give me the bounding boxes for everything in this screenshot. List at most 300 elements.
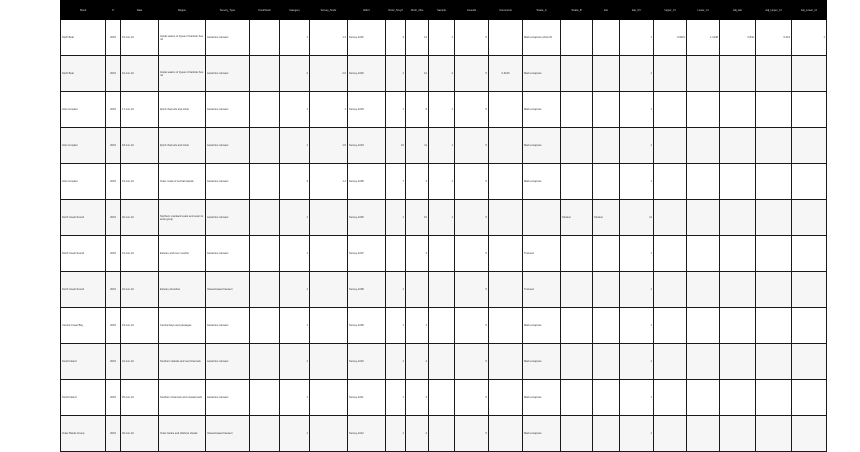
table-cell[interactable] [654, 200, 687, 236]
table-cell[interactable] [792, 344, 827, 380]
table-cell[interactable]: 1 [280, 380, 310, 416]
table-cell[interactable]: 1 [620, 128, 654, 164]
table-cell[interactable]: Survey-1011 [348, 380, 386, 416]
table-cell[interactable]: 12 [406, 56, 429, 92]
table-cell[interactable] [250, 416, 280, 452]
table-cell[interactable]: Mark-recapture [523, 380, 561, 416]
table-cell[interactable]: Aerial line transect [206, 92, 250, 128]
table-cell[interactable]: 1 [386, 308, 406, 344]
table-cell[interactable] [593, 164, 620, 200]
table-cell[interactable] [250, 272, 280, 308]
table-cell[interactable] [489, 236, 523, 272]
column-header[interactable]: Strata_A [523, 1, 561, 20]
column-header[interactable]: Adj_Upper_CI [756, 1, 792, 20]
table-cell[interactable]: Stratum [593, 200, 620, 236]
table-row[interactable] [61, 164, 827, 200]
table-cell[interactable]: 4 [406, 380, 429, 416]
table-row[interactable] [61, 92, 827, 128]
table-cell[interactable]: Survey-1007 [348, 236, 386, 272]
table-cell[interactable] [310, 308, 348, 344]
table-row[interactable] [61, 344, 827, 380]
table-cell[interactable] [489, 20, 523, 56]
table-cell[interactable] [429, 380, 455, 416]
table-cell[interactable]: 4 [406, 164, 429, 200]
table-cell[interactable]: Spirit Bear [61, 20, 106, 56]
table-cell[interactable]: 5 [455, 380, 489, 416]
table-cell[interactable]: 1 [620, 380, 654, 416]
table-cell[interactable]: South Island [61, 380, 106, 416]
table-cell[interactable] [250, 56, 280, 92]
table-cell[interactable]: Survey-1009 [348, 308, 386, 344]
table-cell[interactable] [654, 272, 687, 308]
table-cell[interactable] [310, 200, 348, 236]
table-cell[interactable]: 2019 [106, 200, 121, 236]
table-cell[interactable] [756, 380, 792, 416]
table-cell[interactable] [720, 92, 756, 128]
table-cell[interactable] [489, 380, 523, 416]
table-cell[interactable]: 16-Jun-19 [121, 56, 159, 92]
table-cell[interactable] [687, 272, 720, 308]
table-cell[interactable]: Estuary shoreline [159, 272, 206, 308]
table-cell[interactable]: Survey-1003 [348, 92, 386, 128]
table-cell[interactable] [720, 416, 756, 452]
table-cell[interactable] [720, 236, 756, 272]
table-cell[interactable]: 1 [386, 56, 406, 92]
table-cell[interactable]: Inside waters of Queen Charlotte Sound [159, 20, 206, 56]
table-cell[interactable]: 1 [386, 380, 406, 416]
table-cell[interactable]: 2019 [106, 128, 121, 164]
table-cell[interactable]: 1 [386, 200, 406, 236]
table-cell[interactable] [720, 56, 756, 92]
table-cell[interactable] [720, 344, 756, 380]
table-row[interactable] [61, 20, 827, 56]
table-cell[interactable]: Aerial line transect [206, 200, 250, 236]
table-cell[interactable]: Survey-1008 [348, 272, 386, 308]
table-cell[interactable]: 15-Jun-19 [121, 20, 159, 56]
table-cell[interactable] [489, 128, 523, 164]
table-cell[interactable] [720, 128, 756, 164]
table-cell[interactable] [429, 416, 455, 452]
table-cell[interactable] [593, 272, 620, 308]
column-header[interactable]: Sample [429, 1, 455, 20]
column-header[interactable]: Adj_Est [720, 1, 756, 20]
table-cell[interactable]: Mark-recapture [523, 416, 561, 452]
table-cell[interactable]: 10 [406, 200, 429, 236]
table-cell[interactable] [429, 344, 455, 380]
table-cell[interactable]: 1.5 [310, 128, 348, 164]
table-row[interactable] [61, 416, 827, 452]
table-cell[interactable] [489, 416, 523, 452]
column-header[interactable]: Survey_Nmbr [310, 1, 348, 20]
table-cell[interactable]: 1.4 [310, 164, 348, 200]
table-cell[interactable] [687, 164, 720, 200]
table-cell[interactable]: 1 [280, 308, 310, 344]
table-cell[interactable]: 0.842 [720, 20, 756, 56]
table-cell[interactable]: Aerial line transect [206, 164, 250, 200]
table-cell[interactable] [250, 236, 280, 272]
table-cell[interactable]: 1 [280, 272, 310, 308]
table-cell[interactable] [593, 128, 620, 164]
table-cell[interactable] [561, 128, 593, 164]
column-header[interactable]: Contributor [250, 1, 280, 20]
table-cell[interactable] [429, 236, 455, 272]
table-cell[interactable]: Aerial line transect [206, 380, 250, 416]
table-cell[interactable] [250, 128, 280, 164]
table-cell[interactable] [654, 164, 687, 200]
table-cell[interactable] [250, 164, 280, 200]
table-row[interactable] [61, 272, 827, 308]
table-cell[interactable] [687, 308, 720, 344]
column-header[interactable]: Juvenile [455, 1, 489, 20]
table-cell[interactable]: 14 [406, 20, 429, 56]
table-cell[interactable]: 26-Jun-19 [121, 416, 159, 452]
table-cell[interactable] [561, 56, 593, 92]
table-cell[interactable] [310, 236, 348, 272]
table-row[interactable] [61, 380, 827, 416]
table-cell[interactable]: 1 [280, 200, 310, 236]
table-cell[interactable]: 2019 [106, 416, 121, 452]
table-cell[interactable] [792, 272, 827, 308]
table-cell[interactable]: 1 [406, 308, 429, 344]
table-row[interactable] [61, 128, 827, 164]
table-cell[interactable]: 1 [620, 236, 654, 272]
table-cell[interactable]: 2 [429, 56, 455, 92]
table-cell[interactable]: 5 [455, 236, 489, 272]
table-cell[interactable] [687, 380, 720, 416]
table-cell[interactable] [687, 92, 720, 128]
table-cell[interactable] [489, 164, 523, 200]
table-cell[interactable] [561, 308, 593, 344]
table-cell[interactable] [756, 164, 792, 200]
column-header[interactable]: Stock [61, 1, 106, 20]
table-cell[interactable] [593, 20, 620, 56]
table-cell[interactable]: Northern mainland coast and outer islands group [159, 200, 206, 236]
table-cell[interactable] [593, 236, 620, 272]
table-cell[interactable]: Fjord channels and inlets [159, 128, 206, 164]
table-cell[interactable] [593, 380, 620, 416]
table-cell[interactable]: 24-Jun-19 [121, 344, 159, 380]
table-cell[interactable]: 1 [386, 92, 406, 128]
table-cell[interactable]: 3 [280, 164, 310, 200]
table-cell[interactable]: 2019 [106, 164, 121, 200]
table-cell[interactable]: Aerial line transect [206, 128, 250, 164]
table-cell[interactable]: 1 [310, 92, 348, 128]
table-cell[interactable] [792, 56, 827, 92]
table-cell[interactable]: 2019 [106, 272, 121, 308]
table-cell[interactable] [654, 308, 687, 344]
table-cell[interactable] [756, 308, 792, 344]
table-cell[interactable]: Spirit Bear [61, 56, 106, 92]
table-row[interactable] [61, 308, 827, 344]
table-cell[interactable] [250, 92, 280, 128]
table-cell[interactable]: 23-Jun-19 [121, 308, 159, 344]
table-cell[interactable]: Outer Banks Group [61, 416, 106, 452]
table-cell[interactable]: North Coast Sound [61, 272, 106, 308]
table-cell[interactable]: Mark-recapture [523, 56, 561, 92]
table-cell[interactable] [687, 236, 720, 272]
column-header[interactable]: Survey_Type [206, 1, 250, 20]
table-cell[interactable]: 5 [455, 344, 489, 380]
table-cell[interactable]: 1 [620, 164, 654, 200]
table-cell[interactable]: Mark-recapture [523, 128, 561, 164]
table-cell[interactable]: Transect [523, 236, 561, 272]
table-cell[interactable] [756, 92, 792, 128]
table-cell[interactable] [792, 308, 827, 344]
table-cell[interactable] [561, 164, 593, 200]
table-cell[interactable] [654, 344, 687, 380]
table-cell[interactable]: Outer banks and offshore shoals [159, 416, 206, 452]
table-cell[interactable]: 1 [429, 20, 455, 56]
table-cell[interactable]: 22-Jun-19 [121, 272, 159, 308]
table-cell[interactable]: Transect [523, 272, 561, 308]
table-cell[interactable]: 5 [455, 416, 489, 452]
column-header[interactable]: Adj_Lower_CI [792, 1, 827, 20]
table-cell[interactable]: 4 [406, 416, 429, 452]
table-cell[interactable] [593, 308, 620, 344]
table-cell[interactable] [593, 56, 620, 92]
table-cell[interactable]: North Coast Sound [61, 236, 106, 272]
table-cell[interactable] [687, 344, 720, 380]
table-cell[interactable] [654, 416, 687, 452]
table-cell[interactable]: Survey-1010 [348, 344, 386, 380]
table-cell[interactable] [593, 344, 620, 380]
table-cell[interactable]: Survey-1005 [348, 164, 386, 200]
table-cell[interactable] [720, 272, 756, 308]
table-cell[interactable]: 1 [280, 92, 310, 128]
table-cell[interactable]: 1.3 [310, 20, 348, 56]
table-cell[interactable]: 1 [280, 128, 310, 164]
table-cell[interactable]: 5 [455, 92, 489, 128]
table-cell[interactable] [561, 380, 593, 416]
table-cell[interactable]: Central Coast Bay [61, 308, 106, 344]
table-cell[interactable] [250, 308, 280, 344]
table-cell[interactable]: 21-Jun-19 [121, 236, 159, 272]
table-cell[interactable]: 1 [620, 92, 654, 128]
table-cell[interactable]: 2 [280, 56, 310, 92]
table-cell[interactable]: South Island [61, 344, 106, 380]
table-cell[interactable] [720, 380, 756, 416]
table-cell[interactable]: 20-Jun-19 [121, 200, 159, 236]
table-cell[interactable]: 1 [620, 20, 654, 56]
table-cell[interactable] [561, 272, 593, 308]
table-cell[interactable] [489, 308, 523, 344]
table-cell[interactable] [756, 344, 792, 380]
table-cell[interactable] [687, 128, 720, 164]
table-cell[interactable]: 7 [386, 164, 406, 200]
table-cell[interactable]: North Coast Sound [61, 200, 106, 236]
table-cell[interactable]: Estuary and river mouths [159, 236, 206, 272]
table-cell[interactable]: Southern islands and reef channels [159, 344, 206, 380]
table-cell[interactable] [561, 20, 593, 56]
table-cell[interactable]: 1 [429, 200, 455, 236]
table-cell[interactable] [756, 272, 792, 308]
table-cell[interactable]: Survey-1001 [348, 20, 386, 56]
table-cell[interactable]: 4 [406, 344, 429, 380]
table-cell[interactable]: 11 [620, 200, 654, 236]
table-cell[interactable]: 18-Jun-19 [121, 128, 159, 164]
table-cell[interactable] [792, 380, 827, 416]
column-header[interactable]: Category [280, 1, 310, 20]
table-row[interactable] [61, 56, 827, 92]
table-cell[interactable] [654, 236, 687, 272]
table-cell[interactable]: 2019 [106, 56, 121, 92]
table-cell[interactable]: 2019 [106, 92, 121, 128]
table-cell[interactable]: 5 [455, 164, 489, 200]
table-cell[interactable] [720, 308, 756, 344]
table-cell[interactable]: Aerial line transect [206, 236, 250, 272]
column-header[interactable]: Comments [489, 1, 523, 20]
table-cell[interactable] [654, 128, 687, 164]
table-cell[interactable]: 9 [406, 92, 429, 128]
table-cell[interactable] [792, 128, 827, 164]
table-cell[interactable]: 0.4160 [489, 56, 523, 92]
table-cell[interactable]: 1 [429, 92, 455, 128]
table-cell[interactable] [310, 416, 348, 452]
table-cell[interactable] [756, 128, 792, 164]
table-cell[interactable]: Stratum [561, 200, 593, 236]
column-header[interactable]: Region [159, 1, 206, 20]
table-row[interactable] [61, 200, 827, 236]
table-cell[interactable] [561, 416, 593, 452]
table-cell[interactable] [654, 56, 687, 92]
table-cell[interactable] [756, 200, 792, 236]
table-cell[interactable]: 2019 [106, 20, 121, 56]
table-cell[interactable]: 4 [406, 236, 429, 272]
table-cell[interactable]: Central bays and passages [159, 308, 206, 344]
column-header[interactable]: Est [593, 1, 620, 20]
table-row[interactable] [61, 236, 827, 272]
table-cell[interactable] [687, 56, 720, 92]
table-cell[interactable] [593, 92, 620, 128]
table-cell[interactable]: 1 [429, 164, 455, 200]
table-cell[interactable] [792, 92, 827, 128]
table-cell[interactable] [489, 200, 523, 236]
table-cell[interactable] [561, 92, 593, 128]
table-cell[interactable]: Vessel-based transect [206, 272, 250, 308]
column-header[interactable]: Lower_CI [687, 1, 720, 20]
table-cell[interactable] [310, 272, 348, 308]
table-cell[interactable]: 5 [455, 308, 489, 344]
table-cell[interactable]: Mark-recapture [523, 308, 561, 344]
table-cell[interactable] [406, 272, 429, 308]
table-cell[interactable] [720, 164, 756, 200]
table-cell[interactable] [792, 236, 827, 272]
table-cell[interactable]: Southern channels and coastal reefs [159, 380, 206, 416]
table-cell[interactable]: Inlet Complex [61, 164, 106, 200]
table-cell[interactable]: 3 [386, 20, 406, 56]
column-header[interactable]: Est_CV [620, 1, 654, 20]
table-cell[interactable]: Inside waters of Queen Charlotte Sound [159, 56, 206, 92]
table-cell[interactable]: 1 [280, 344, 310, 380]
table-cell[interactable]: 0.0921 [654, 20, 687, 56]
table-cell[interactable]: Inlet Complex [61, 128, 106, 164]
table-cell[interactable]: 1 [792, 20, 827, 56]
table-cell[interactable]: 5 [455, 200, 489, 236]
table-cell[interactable] [687, 200, 720, 236]
table-cell[interactable]: 1.1248 [687, 20, 720, 56]
table-cell[interactable]: Mark-recapture [523, 164, 561, 200]
table-cell[interactable]: Aerial line transect [206, 344, 250, 380]
table-cell[interactable]: 5 [455, 272, 489, 308]
column-header[interactable]: Nmbr_Obs [406, 1, 429, 20]
table-cell[interactable]: Survey-1006 [348, 200, 386, 236]
table-cell[interactable]: Outer coast of central islands [159, 164, 206, 200]
table-cell[interactable] [654, 380, 687, 416]
table-cell[interactable]: 11 [406, 128, 429, 164]
table-cell[interactable]: 17-Jun-19 [121, 92, 159, 128]
column-header[interactable]: Yr [106, 1, 121, 20]
table-cell[interactable] [310, 380, 348, 416]
table-cell[interactable] [429, 308, 455, 344]
table-cell[interactable] [489, 272, 523, 308]
table-cell[interactable]: 2.0 [310, 56, 348, 92]
table-cell[interactable] [250, 20, 280, 56]
table-cell[interactable]: Aerial line transect [206, 56, 250, 92]
table-cell[interactable]: Survey-1004 [348, 128, 386, 164]
column-header[interactable]: Upper_CI [654, 1, 687, 20]
table-cell[interactable] [687, 416, 720, 452]
column-header[interactable]: Date [121, 1, 159, 20]
table-cell[interactable]: 1 [429, 128, 455, 164]
table-cell[interactable] [756, 56, 792, 92]
table-cell[interactable]: Fjord channels and inlets [159, 92, 206, 128]
table-cell[interactable]: Inlet Complex [61, 92, 106, 128]
table-cell[interactable]: 1 [280, 236, 310, 272]
table-cell[interactable]: 2019 [106, 344, 121, 380]
table-cell[interactable]: 5 [455, 128, 489, 164]
table-cell[interactable] [561, 344, 593, 380]
table-cell[interactable]: Mark-recapture [523, 92, 561, 128]
table-cell[interactable]: Vessel-based transect [206, 416, 250, 452]
table-cell[interactable]: 1 [280, 20, 310, 56]
table-cell[interactable] [386, 236, 406, 272]
table-cell[interactable] [593, 416, 620, 452]
table-cell[interactable]: 25-Jun-19 [121, 380, 159, 416]
table-cell[interactable]: 19-Jun-19 [121, 164, 159, 200]
table-cell[interactable]: 0.213 [756, 20, 792, 56]
table-cell[interactable] [250, 380, 280, 416]
table-cell[interactable] [250, 200, 280, 236]
table-cell[interactable] [792, 164, 827, 200]
table-cell[interactable] [489, 92, 523, 128]
column-header[interactable]: Nmbr_Srvyd [386, 1, 406, 20]
table-cell[interactable]: 5 [455, 56, 489, 92]
table-cell[interactable]: 1 [620, 416, 654, 452]
column-header[interactable]: Effort [348, 1, 386, 20]
table-cell[interactable]: 10 [386, 128, 406, 164]
table-cell[interactable]: 1 [386, 344, 406, 380]
table-cell[interactable]: 1 [386, 272, 406, 308]
table-cell[interactable] [756, 416, 792, 452]
table-cell[interactable] [429, 272, 455, 308]
table-cell[interactable]: 2019 [106, 236, 121, 272]
table-cell[interactable]: Mark-recapture [523, 344, 561, 380]
table-cell[interactable] [792, 416, 827, 452]
column-header[interactable]: Strata_B [561, 1, 593, 20]
table-cell[interactable] [720, 200, 756, 236]
table-cell[interactable] [250, 344, 280, 380]
table-cell[interactable]: 5 [455, 20, 489, 56]
table-cell[interactable]: 1 [620, 308, 654, 344]
table-cell[interactable]: 2019 [106, 380, 121, 416]
table-cell[interactable] [489, 344, 523, 380]
table-cell[interactable]: Survey-1012 [348, 416, 386, 452]
table-cell[interactable] [523, 200, 561, 236]
table-cell[interactable]: Aerial line transect [206, 308, 250, 344]
table-cell[interactable] [310, 344, 348, 380]
table-cell[interactable] [756, 236, 792, 272]
table-cell[interactable]: Mark-recapture photo ID [523, 20, 561, 56]
